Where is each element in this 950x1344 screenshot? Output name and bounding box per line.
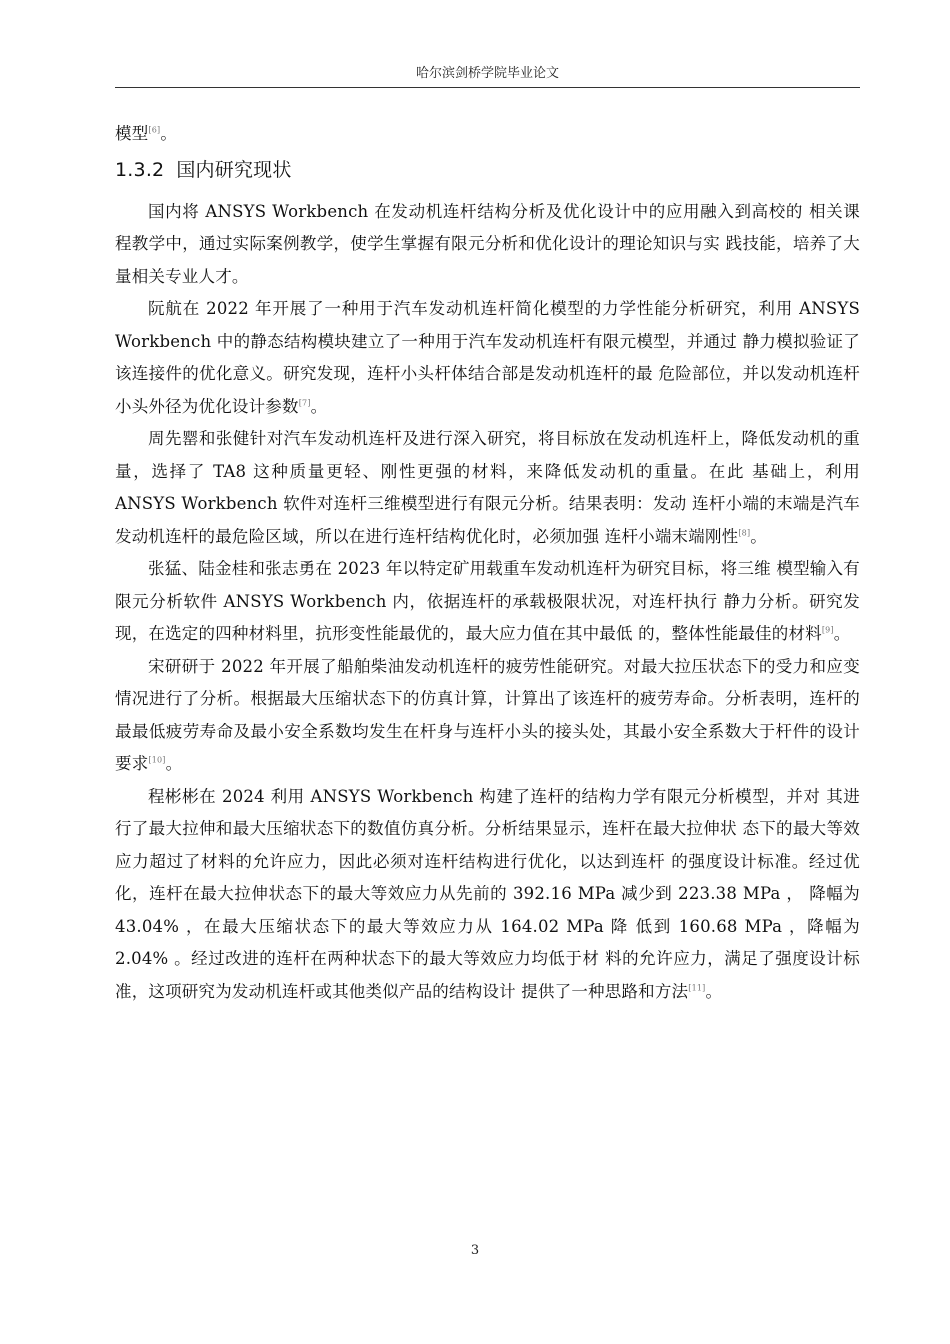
intro-line [115, 118, 860, 151]
citation: [9] [821, 625, 834, 635]
paragraph-text: 宋研研于 2022 年开展了船舶柴油发动机连杆的疲劳性能研究。对最大拉压状态下的受力和应变情况进行了分析。根据最大压缩状态下的仿真计算，计算出了该连杆的疲劳寿命。分析表明，连杆的最最低疲劳寿命及最小安全系数均发生在杆身与连杆小头的接头处，其最小安全系数大于杆件的设计要求 [115, 656, 860, 773]
paragraph [115, 293, 860, 423]
paragraph-text: 张猛、陆金桂和张志勇在 2023 年以特定矿用载重车发动机连杆为研究目标，将三维 模型输入有限元分析软件 ANSYS Workbench 内，依据连杆的承载极限状况，对连杆执行 静力分析。研究发现，在选定的四种材料里，抗形变性能最优的，最大应力值在其中最低 的，整体性能最佳的材料 [115, 559, 860, 643]
page-header: 哈尔滨剑桥学院毕业论文 [415, 66, 559, 81]
citation: [10] [148, 755, 166, 765]
section-number: 1.3.2 [115, 158, 165, 181]
paragraph [115, 651, 860, 781]
paragraph-text: 国内将 ANSYS Workbench 在发动机连杆结构分析及优化设计中的应用融入到高校的 相关课程教学中，通过实际案例教学，使学生掌握有限元分析和优化设计的理论知识与实 践技能，培养了大量相关专业人才。 [115, 201, 860, 286]
header-divider [115, 87, 860, 88]
intro-text: 模型 [115, 124, 149, 143]
sentence-end: 。 [705, 981, 723, 1001]
paragraph [115, 423, 860, 553]
paragraph [115, 196, 860, 294]
citation: [11] [688, 983, 706, 992]
paragraph-text: 程彬彬在 2024 利用 ANSYS Workbench 构建了连杆的结构力学有限元分析模型，并对 其进行了最大拉伸和最大压缩状态下的数值仿真分析。分析结果显示，连杆在最大拉伸状 态下的最大等效应力超过了材料的允许应力，因此必须对连杆结构进行优化，以达到连杆 的强度设计标准。经过优化，连杆在最大拉伸状态下的最大等效应力从先前的 392.16 MPa 减少到 223.38 MPa ， 降幅为 43.04% ，在最大压缩状态下的最大等效应力从 164.02 MPa 降 低到 160.68 MPa ，降幅为 2.04% 。经过改进的连杆在两种状态下的最大等效应力均低于材 料的允许应力，满足了强度设计标准，这项研究为发动机连杆或其他类似产品的结构设计 提供了一种思路和方法 [115, 786, 860, 1001]
sentence-end: 。 [750, 526, 767, 546]
page-number: 3 [470, 1243, 480, 1258]
section-heading [115, 154, 860, 186]
citation: [7] [298, 398, 311, 407]
section-title: 国内研究现状 [176, 158, 292, 181]
citation: [6] [148, 125, 161, 135]
sentence-end: 。 [833, 624, 851, 643]
paragraph [115, 553, 860, 651]
paragraph-text: 阮航在 2022 年开展了一种用于汽车发动机连杆简化模型的力学性能分析研究，利用 ANSYS Workbench 中的静态结构模块建立了一种用于汽车发动机连杆有限元模型，并通过 静力模拟验证了该连接件的优化意义。研究发现，连杆小头杆体结合部是发动机连杆的最 危险部位，并以发动机连杆小头外径为优化设计参数 [115, 299, 860, 416]
paragraph [115, 781, 860, 1009]
body-text [115, 118, 860, 1008]
citation: [8] [738, 528, 751, 537]
paragraph-text: 周先罂和张健针对汽车发动机连杆及进行深入研究，将目标放在发动机连杆上，降低发动机的重量，选择了 TA8 这种质量更轻、刚性更强的材料，来降低发动机的重量。在此 基础上，利用 ANSYS Workbench 软件对连杆三维模型进行有限元分析。结果表明：发动 连杆小端的末端是汽车发动机连杆的最危险区域，所以在进行连杆结构优化时，必须加强 连杆小端末端刚性 [115, 429, 860, 546]
sentence-end: 。 [310, 396, 328, 416]
sentence-end: 。 [165, 754, 183, 773]
sentence-end: 。 [160, 124, 178, 143]
